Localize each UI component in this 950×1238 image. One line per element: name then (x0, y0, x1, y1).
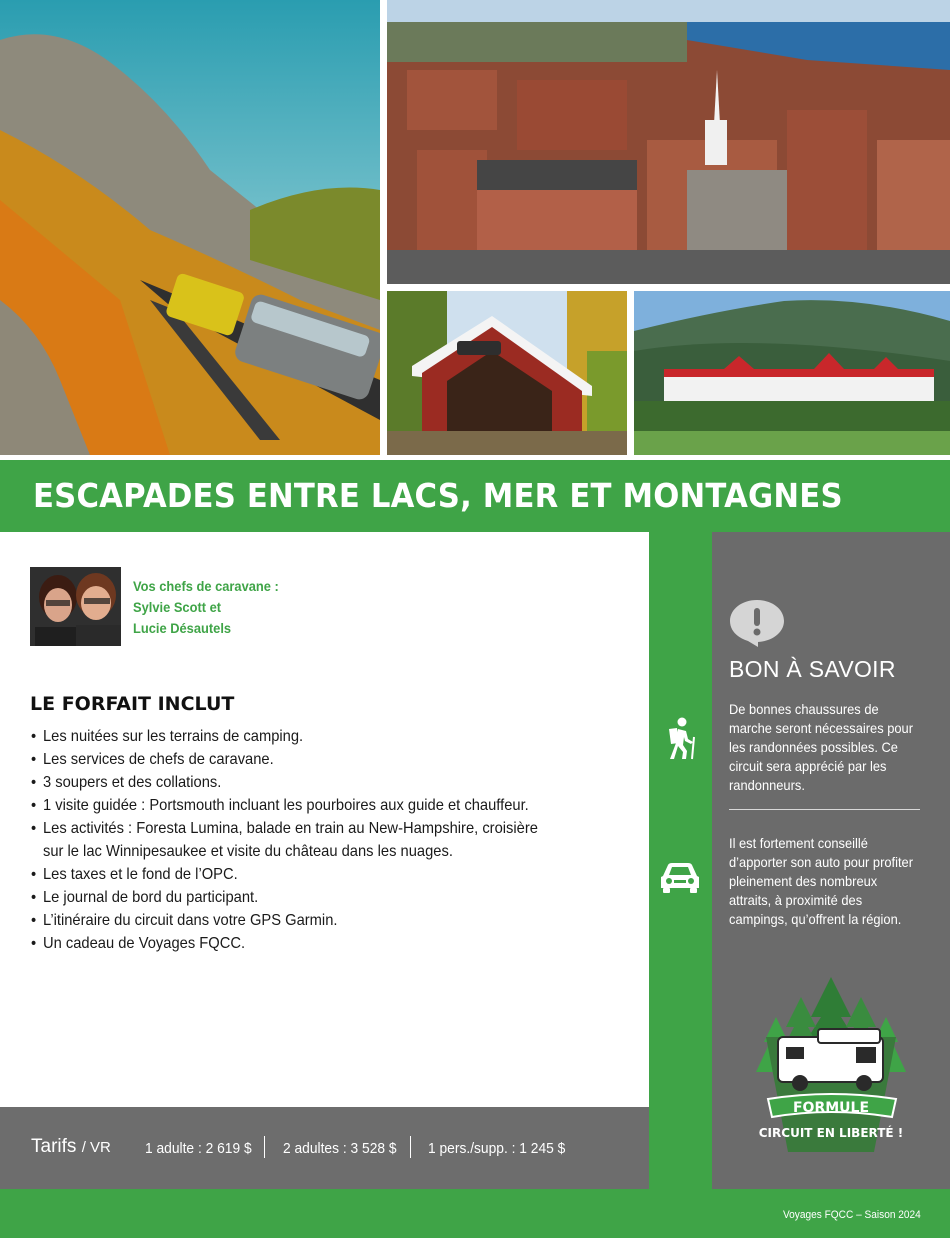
tip-car: Il est fortement conseillé d’apporter son auto pour profiter pleinement des nombreux attraits, à proximité des campings, qu’offrent la région. (729, 835, 914, 927)
tip-hiking: De bonnes chaussures de marche seront nécessaires pour les randonnées possibles. Ce circuit sera apprécié par les randonneurs. (729, 701, 913, 793)
sidebar-divider (729, 809, 920, 810)
circuit-liberte-badge (756, 977, 906, 1157)
exclamation-bubble-icon (728, 598, 786, 648)
list-item: • 1 visite guidée : Portsmouth incluant les pourboires aux guide et chauffeur. (31, 794, 629, 817)
included-list (31, 725, 631, 955)
page-title: ESCAPADES ENTRE LACS, MER ET MONTAGNES (33, 476, 843, 515)
list-item: • Les services de chefs de caravane. (31, 748, 629, 771)
photo-collage (0, 0, 950, 460)
badge-line-1: FORMULE (792, 1100, 870, 1116)
icon-strip (649, 532, 712, 1189)
sidebar-good-to-know (712, 532, 950, 1189)
hiker-icon (657, 715, 703, 761)
leaders-label: Vos chefs de caravane : (133, 578, 279, 594)
title-band (0, 460, 950, 532)
leader-name-2: Lucie Désautels (133, 620, 232, 636)
footer (0, 1189, 950, 1238)
price-divider (410, 1136, 411, 1158)
main-panel (0, 532, 649, 1107)
tarifs-unit: / VR (81, 1139, 111, 1156)
list-item: • Un cadeau de Voyages FQCC. (31, 932, 629, 955)
list-item: • Les nuitées sur les terrains de camping. (31, 725, 629, 748)
leaders-photo (30, 567, 121, 646)
footer-credit: Voyages FQCC – Saison 2024 (783, 1209, 921, 1221)
photo-grand-hotel (634, 291, 950, 455)
list-item: • L’itinéraire du circuit dans votre GPS Garmin. (31, 909, 629, 932)
list-item-continuation: sur le lac Winnipesaukee et visite du château dans les nuages. (42, 843, 453, 860)
price-bar (0, 1107, 649, 1189)
included-heading: LE FORFAIT INCLUT (30, 693, 235, 715)
tarifs-title: Tarifs (31, 1136, 77, 1157)
list-item: • 3 soupers et des collations. (31, 771, 629, 794)
price-extra-person: 1 pers./supp. : 1 245 $ (428, 1140, 566, 1157)
photo-covered-bridge (387, 291, 627, 455)
tarifs-label (31, 1136, 111, 1158)
price-two-adults: 2 adultes : 3 528 $ (283, 1140, 397, 1157)
price-divider (264, 1136, 265, 1158)
caravan-leaders (133, 576, 291, 639)
badge-line-2: CIRCUIT EN LIBERTÉ ! (758, 1126, 904, 1140)
photo-town-aerial (387, 0, 950, 284)
sidebar-heading: BON À SAVOIR (729, 656, 896, 682)
car-icon (657, 854, 703, 900)
price-one-adult: 1 adulte : 2 619 $ (145, 1140, 252, 1157)
list-item: • Les activités : Foresta Lumina, balade en train au New-Hampshire, croisière (31, 817, 629, 840)
list-item: • Le journal de bord du participant. (31, 886, 629, 909)
photo-mountain-train (0, 0, 380, 455)
list-item: • Les taxes et le fond de l’OPC. (31, 863, 629, 886)
leader-name-1: Sylvie Scott et (133, 599, 222, 615)
